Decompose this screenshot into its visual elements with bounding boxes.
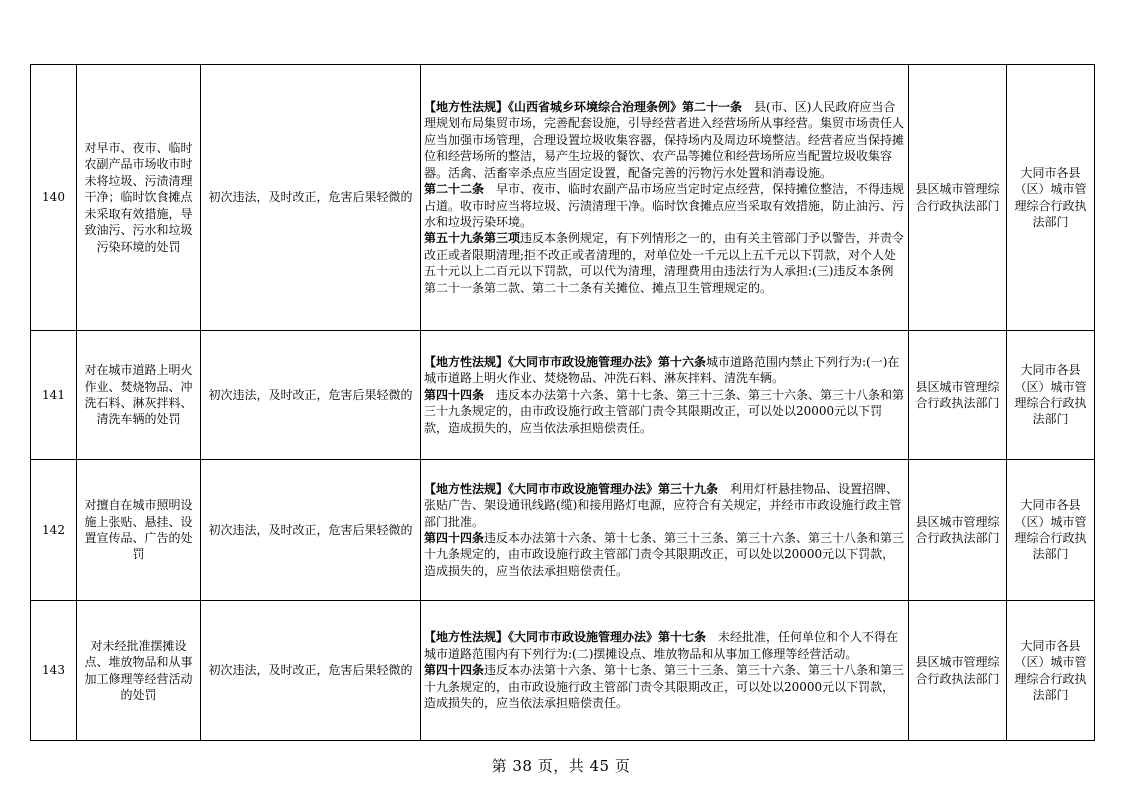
clause-text: 未经批准，任何单位和个人不得在城市道路范围内有下列行为:(二)摆摊设点、堆放物品和从事加工修理等经营活动。	[424, 630, 899, 661]
clause-heading: 【地方性法规】《大同市市政设施管理办法》第三十九条	[424, 481, 719, 496]
legal-basis	[421, 460, 909, 601]
clause-heading: 第五十九条第三项	[424, 231, 521, 246]
enforcement-authority: 大同市各县（区）城市管理综合行政执法部门	[1007, 331, 1095, 460]
basis-clause	[424, 354, 905, 387]
row-number: 143	[31, 601, 77, 741]
page-footer: 第 38 页，共 45 页	[491, 757, 631, 775]
clause-heading: 第四十四条	[424, 387, 485, 402]
clause-text: 城市道路范围内禁止下列行为:(一)在城市道路上明火作业、焚烧物品、冲洗石料、淋灰拌料、清洗车辆。	[424, 354, 900, 386]
legal-basis	[421, 601, 909, 741]
row-number: 140	[31, 65, 77, 331]
violation-item: 对擅自在城市照明设施上张贴、悬挂、设置宣传品、广告的处罚	[77, 460, 201, 601]
implementing-department: 县区城市管理综合行政执法部门	[909, 460, 1007, 601]
table-row	[31, 65, 1095, 331]
clause-heading: 第四十四条	[424, 531, 485, 545]
implementing-department: 县区城市管理综合行政执法部门	[909, 331, 1007, 460]
basis-clause	[424, 230, 905, 296]
clause-text: 利用灯杆悬挂物品、设置招牌、张贴广告、架设通讯线路(缆)和接用路灯电源，应符合有关规定，并经市市政设施行政主管部门批准。	[424, 481, 902, 529]
basis-clause	[424, 387, 905, 436]
basis-clause	[424, 530, 905, 579]
circumstance: 初次违法，及时改正，危害后果轻微的	[201, 460, 421, 601]
clause-text: 县(市、区)人民政府应当合理规划布局集贸市场，完善配套设施，引导经营者进入经营场所从事经营。集贸市场责任人应当加强市场管理，合理设置垃圾收集容器，保持场内及周边环境整洁。经营者应当保持摊位和经营场所的整洁，易产生垃圾的餐饮、农产品等摊位和经营场所应当配置垃圾收集容器。活禽、活畜宰杀点应当固定设置，配备完善的污物污水处置和消毒设施。	[424, 100, 905, 180]
basis-clause	[424, 662, 905, 711]
clause-text: 违反本条例规定，有下列情形之一的，由有关主管部门予以警告，并责令改正或者限期清理;拒不改正或者清理的，对单位处一千元以上五千元以下罚款，对个人处五十元以上二百元以下罚款，可以代为清理，清理费用由违法行为人承担:(三)违反本条例第二十一条第二款、第二十二条有关摊位、摊点卫生管理规定的。	[424, 231, 905, 295]
row-number: 142	[31, 460, 77, 601]
table-row	[31, 601, 1095, 741]
basis-clause	[424, 629, 905, 662]
violation-item: 对早市、夜市、临时农副产品市场收市时未将垃圾、污渍清理干净；临时饮食摊点未采取有效措施，导致油污、污水和垃圾污染环境的处罚	[77, 65, 201, 331]
circumstance: 初次违法，及时改正，危害后果轻微的	[201, 601, 421, 741]
legal-basis	[421, 331, 909, 460]
basis-clause	[424, 481, 905, 530]
enforcement-authority: 大同市各县（区）城市管理综合行政执法部门	[1007, 601, 1095, 741]
circumstance: 初次违法，及时改正，危害后果轻微的	[201, 331, 421, 460]
enforcement-authority: 大同市各县（区）城市管理综合行政执法部门	[1007, 460, 1095, 601]
violation-item: 对在城市道路上明火作业、焚烧物品、冲洗石料、淋灰拌料、清洗车辆的处罚	[77, 331, 201, 460]
basis-clause	[424, 99, 905, 181]
table-row	[31, 460, 1095, 601]
violation-item: 对未经批准摆摊设点、堆放物品和从事加工修理等经营活动的处罚	[77, 601, 201, 741]
regulation-table	[30, 64, 1095, 741]
implementing-department: 县区城市管理综合行政执法部门	[909, 65, 1007, 331]
clause-heading: 【地方性法规】《山西省城乡环境综合治理条例》第二十一条	[424, 100, 743, 115]
table-row	[31, 331, 1095, 460]
clause-text: 早市、夜市、临时农副产品市场应当定时定点经营，保持摊位整洁，不得违规占道。收市时应当将垃圾、污渍清理干净。临时饮食摊点应当采取有效措施，防止油污、污水和垃圾污染环境。	[424, 182, 905, 229]
enforcement-authority: 大同市各县（区）城市管理综合行政执法部门	[1007, 65, 1095, 331]
clause-heading: 【地方性法规】《大同市市政设施管理办法》第十七条	[424, 630, 707, 645]
circumstance: 初次违法，及时改正，危害后果轻微的	[201, 65, 421, 331]
basis-clause	[424, 181, 905, 230]
clause-heading: 第四十四条	[424, 663, 485, 678]
clause-text: 违反本办法第十六条、第十七条、第三十三条、第三十六条、第三十八条和第三十九条规定的，由市政设施行政主管部门责令其限期改正，可以处以20000元以下罚款，造成损失的，应当依法承担赔偿责任。	[424, 663, 905, 711]
clause-heading: 第二十二条	[424, 182, 485, 197]
clause-heading: 【地方性法规】《大同市市政设施管理办法》第十六条	[424, 354, 707, 369]
clause-text: 违反本办法第十六条、第十七条、第三十三条、第三十六条、第三十八条和第三十九条规定的，由市政设施行政主管部门责令其限期改正，可以处以20000元以下罚款，造成损失的，应当依法承担赔偿责任。	[424, 531, 905, 578]
row-number: 141	[31, 331, 77, 460]
implementing-department: 县区城市管理综合行政执法部门	[909, 601, 1007, 741]
clause-text: 违反本办法第十六条、第十七条、第三十三条、第三十六条、第三十八条和第三十九条规定的，由市政设施行政主管部门责令其限期改正，可以处以20000元以下罚款，造成损失的，应当依法承担赔偿责任。	[424, 387, 905, 435]
legal-basis	[421, 65, 909, 331]
